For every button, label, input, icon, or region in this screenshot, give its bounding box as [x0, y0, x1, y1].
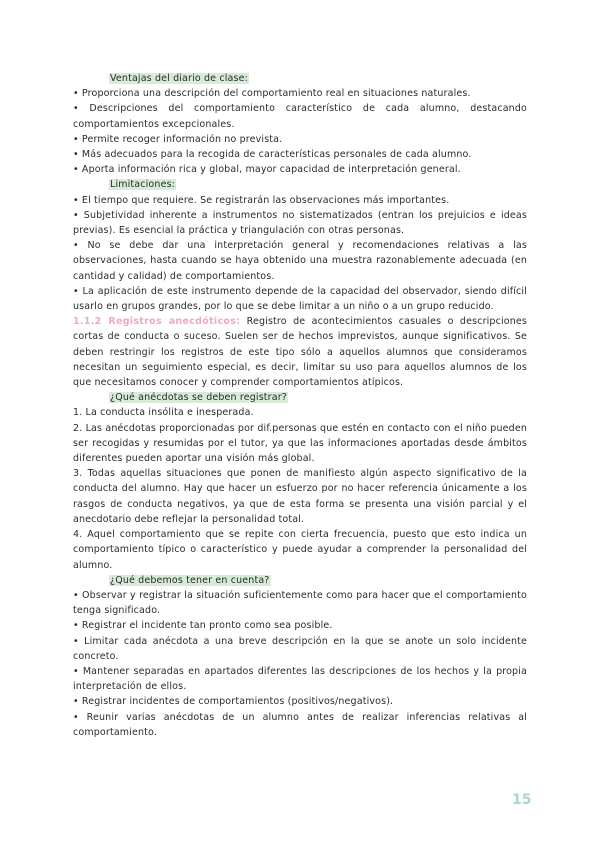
- ventajas-item: • Permite recoger información no prevista.: [73, 133, 283, 145]
- page-number: 15: [512, 792, 532, 808]
- ventajas-item: • Más adecuados para la recogida de características personales de cada alumno.: [73, 149, 472, 161]
- que-anecdotas-item: 4. Aquel comportamiento que se repite con cierta frecuencia, puesto que esto indica un comportamiento típico o característico y puede ayudar a comprender la personalidad del alumno.: [73, 529, 527, 571]
- que-tener-item: • Reunir varias anécdotas de un alumno antes de realizar inferencias relativas al comportamiento.: [73, 711, 527, 738]
- que-tener-item: • Registrar incidentes de comportamientos (positivos/negativos).: [73, 696, 394, 708]
- limitaciones-item: • No se debe dar una interpretación general y recomendaciones relativas a las observaciones, hasta cuando se haya obtenido una muestra razonablemente adecuada (en cantidad y calidad) de comportamientos.: [73, 240, 527, 282]
- que-anecdotas-section: [73, 390, 527, 572]
- limitaciones-section: [73, 177, 527, 314]
- registros-heading: 1.1.2 Registros anecdóticos:: [73, 316, 241, 328]
- que-tener-item: • Registrar el incidente tan pronto como sea posible.: [73, 620, 333, 632]
- limitaciones-heading: Limitaciones:: [110, 179, 176, 191]
- ventajas-item: • Descripciones del comportamiento característico de cada alumno, destacando comportamientos excepcionales.: [73, 103, 527, 130]
- que-anecdotas-item: 1. La conducta insólita e inesperada.: [73, 407, 254, 419]
- limitaciones-item: • El tiempo que requiere. Se registrarán las observaciones más importantes.: [73, 194, 450, 206]
- ventajas-section: [73, 71, 527, 177]
- limitaciones-item: • Subjetividad inherente a instrumentos no sistematizados (entran los prejuicios e ideas previas). Es esencial la práctica y triangulación con otras personas.: [73, 209, 527, 237]
- que-tener-item: • Limitar cada anécdota a una breve descripción en la que se anote un solo incidente concreto.: [73, 635, 527, 662]
- registros-text: Registro de acontecimientos casuales o descripciones cortas de conducta o suceso. Suelen ser de hechos imprevistos, aunque significativos. Se deben restringir los registros de este tipo sólo a aquellos alumnos que consideramos necesitan un seguimiento especial, es decir, limitar su uso para aquellos alumnos de los que necesitamos conocer y comprender comportamientos atípicos.: [73, 316, 527, 389]
- que-anecdotas-item: 3. Todas aquellas situaciones que ponen de manifiesto algún aspecto significativo de la conducta del alumno. Hay que hacer un esfuerzo por no hacer referencia únicamente a los rasgos de conducta negativos, ya que de esta forma se presenta una visión parcial y el anecdotario debe reflejar la personalidad total.: [73, 468, 527, 525]
- que-tener-item: • Mantener separadas en apartados diferentes las descripciones de los hechos y la propia interpretación de ellos.: [73, 665, 527, 693]
- ventajas-heading: Ventajas del diario de clase:: [110, 73, 248, 84]
- que-tener-section: [73, 573, 527, 740]
- ventajas-item: • Aporta información rica y global, mayor capacidad de interpretación general.: [73, 164, 461, 176]
- que-anecdotas-heading: ¿Qué anécdotas se deben registrar?: [110, 392, 287, 404]
- registros-paragraph: [73, 314, 527, 390]
- ventajas-item: • Proporciona una descripción del comportamiento real en situaciones naturales.: [73, 88, 471, 100]
- que-tener-item: • Observar y registrar la situación suficientemente como para hacer que el comportamiento tenga significado.: [73, 589, 527, 617]
- text-column: [73, 71, 527, 740]
- limitaciones-item: • La aplicación de este instrumento depende de la capacidad del observador, siendo difícil usarlo en grupos grandes, por lo que se debe limitar a un niño o a un grupo reducido.: [73, 285, 527, 313]
- que-anecdotas-item: 2. Las anécdotas proporcionadas por dif.personas que estén en contacto con el niño pueden ser recogidas y resumidas por el tutor, ya que las informaciones aportadas desde ámbitos diferentes pueden aportar una visión más global.: [73, 422, 527, 465]
- que-tener-heading: ¿Qué debemos tener en cuenta?: [110, 574, 270, 586]
